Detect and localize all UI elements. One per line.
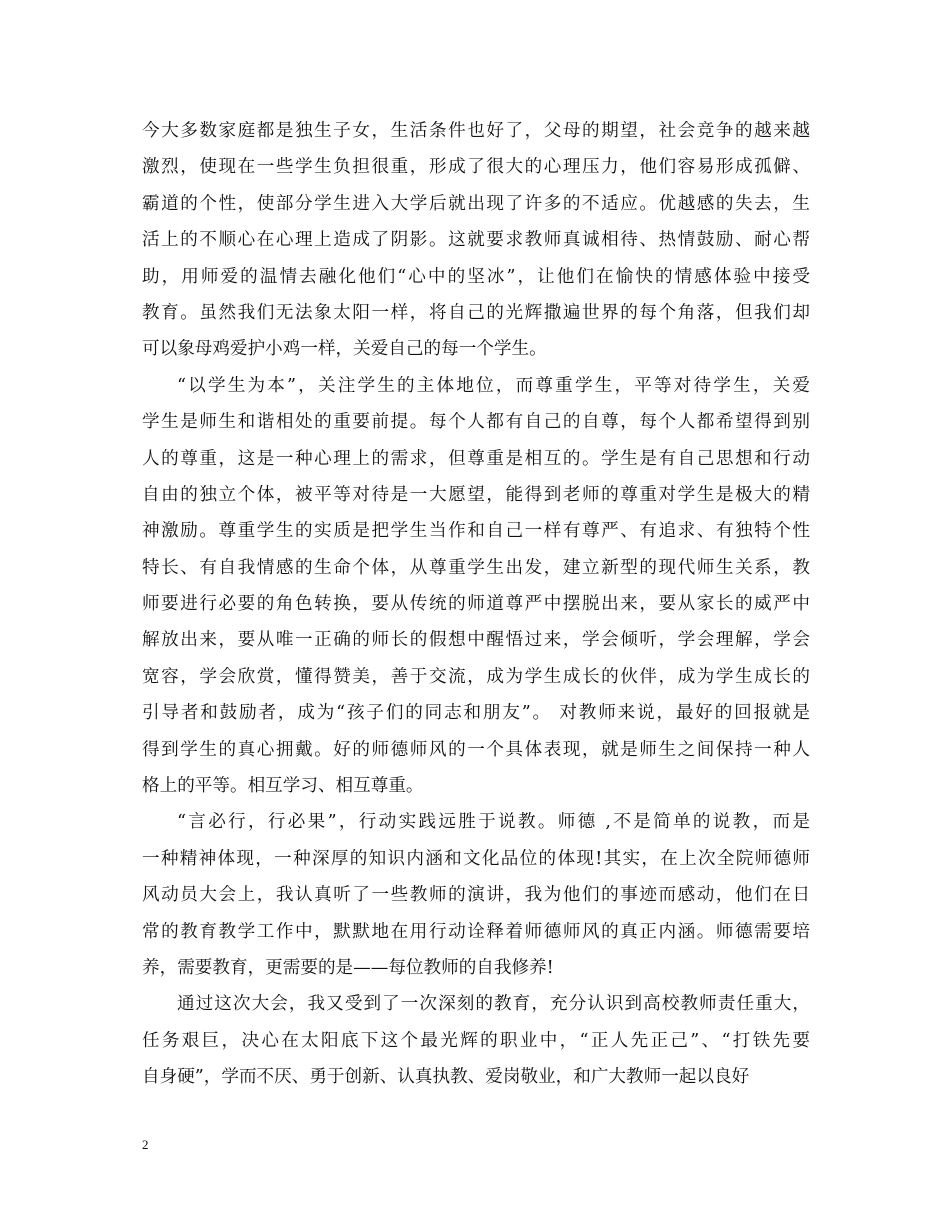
- text-line: 助，用师爱的温情去融化他们“心中的坚冰”，让他们在愉快的情感体验中接受: [142, 266, 810, 287]
- text-line: 活上的不顺心在心理上造成了阴影。这就要求教师真诚相待、热情鼓励、耐心帮: [142, 230, 810, 251]
- text-line: 养，需要教育，更需要的是——每位教师的自我修养!: [142, 957, 554, 978]
- text-line: 宽容，学会欣赏，懂得赞美，善于交流，成为学生成长的伙伴，成为学生成长的: [142, 666, 810, 687]
- text-line: 人的尊重，这是一种心理上的需求，但尊重是相互的。学生是有自己思想和行动: [142, 448, 810, 469]
- text-line: “以学生为本”，关注学生的主体地位，而尊重学生，平等对待学生，关爱: [177, 375, 810, 396]
- text-line: 可以象母鸡爱护小鸡一样，关爱自己的每一个学生。: [142, 339, 547, 360]
- text-line: 得到学生的真心拥戴。好的师德师风的一个具体表现，就是师生之间保持一种人: [142, 739, 810, 760]
- paragraph: [142, 804, 810, 986]
- paragraph: [142, 368, 810, 805]
- text-line: 学生是师生和谐相处的重要前提。每个人都有自己的自尊，每个人都希望得到别: [142, 412, 810, 433]
- text-line: 自身硬”，学而不厌、勇于创新、认真执教、爱岗敬业，和广大教师一起以良好: [142, 1067, 750, 1088]
- text-line: 自由的独立个体，被平等对待是一大愿望，能得到老师的尊重对学生是极大的精: [142, 484, 810, 505]
- text-line: 特长、有自我情感的生命个体，从尊重学生出发，建立新型的现代师生关系，教: [142, 557, 810, 578]
- paragraph: [142, 113, 810, 368]
- text-line: 解放出来，要从唯一正确的师长的假想中醒悟过来，学会倾听，学会理解，学会: [142, 630, 810, 651]
- text-line: 格上的平等。相互学习、相互尊重。: [142, 776, 424, 797]
- page-number: 2: [142, 1137, 149, 1152]
- text-line: “言必行，行必果”，行动实践远胜于说教。师德 ,不是简单的说教，而是: [177, 812, 810, 833]
- text-line: 激烈，使现在一些学生负担很重，形成了很大的心理压力，他们容易形成孤僻、: [142, 157, 810, 178]
- text-line: 师要进行必要的角色转换，要从传统的师道尊严中摆脱出来，要从家长的威严中: [142, 594, 810, 615]
- text-line: 一种精神体现，一种深厚的知识内涵和文化品位的体现!其实，在上次全院师德师: [142, 848, 810, 869]
- body-text: [142, 113, 810, 1096]
- text-line: 霸道的个性，使部分学生进入大学后就出现了许多的不适应。优越感的失去，生: [142, 193, 810, 214]
- paragraph: [142, 986, 810, 1095]
- text-line: 风动员大会上，我认真听了一些教师的演讲，我为他们的事迹而感动，他们在日: [142, 885, 810, 906]
- text-line: 神激励。尊重学生的实质是把学生当作和自己一样有尊严、有追求、有独特个性: [142, 521, 810, 542]
- text-line: 通过这次大会，我又受到了一次深刻的教育，充分认识到高校教师责任重大，: [177, 994, 810, 1015]
- text-line: 任务艰巨，决心在太阳底下这个最光辉的职业中，“正人先正己”、“打铁先要: [142, 1030, 810, 1051]
- text-line: 引导者和鼓励者，成为“孩子们的同志和朋友”。 对教师来说，最好的回报就是: [142, 703, 810, 724]
- text-line: 常的教育教学工作中，默默地在用行动诠释着师德师风的真正内涵。师德需要培: [142, 921, 810, 942]
- text-line: 今大多数家庭都是独生子女，生活条件也好了，父母的期望，社会竞争的越来越: [142, 121, 810, 141]
- text-line: 教育。虽然我们无法象太阳一样，将自己的光辉撒遍世界的每个角落，但我们却: [142, 302, 810, 323]
